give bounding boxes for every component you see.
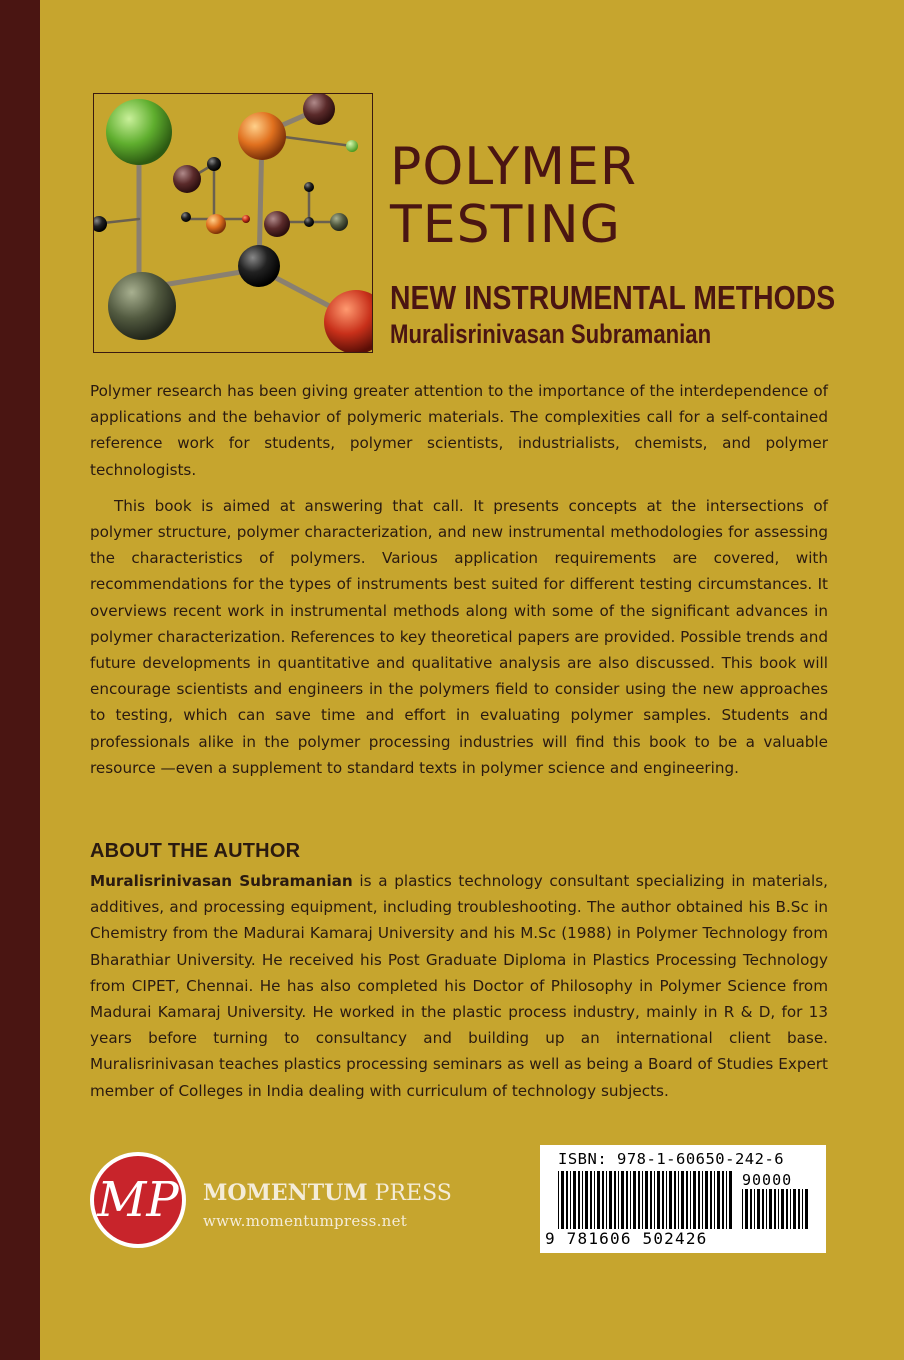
- barcode-bar: [662, 1171, 664, 1229]
- price-code: 90000: [742, 1171, 793, 1189]
- barcode-bar: [805, 1189, 808, 1229]
- barcode-bar: [573, 1171, 576, 1229]
- about-author-heading: ABOUT THE AUTHOR: [90, 840, 301, 862]
- molecule-illustration: [93, 93, 373, 353]
- barcode-bar: [722, 1171, 724, 1229]
- barcode-bar: [614, 1171, 616, 1229]
- barcode-bar: [686, 1171, 688, 1229]
- barcode-bar: [693, 1171, 696, 1229]
- barcode-bar: [666, 1171, 667, 1229]
- barcode-bar: [558, 1171, 559, 1229]
- addon-barcode-bars: [742, 1189, 812, 1229]
- barcode-bar: [714, 1171, 715, 1229]
- barcode-bar: [638, 1171, 640, 1229]
- barcode-bar: [657, 1171, 660, 1229]
- barcode-bar: [626, 1171, 628, 1229]
- barcode-bar: [618, 1171, 619, 1229]
- barcode-bar: [742, 1189, 743, 1229]
- publisher-url: www.momentumpress.net: [203, 1212, 408, 1230]
- barcode-bar: [717, 1171, 720, 1229]
- logo-letters: MP: [97, 1172, 179, 1228]
- barcode-bar: [597, 1171, 600, 1229]
- book-subtitle: NEW INSTRUMENTAL METHODS: [390, 279, 836, 316]
- publisher-name: MOMENTUM PRESS: [203, 1180, 452, 1206]
- barcode-bar: [698, 1171, 700, 1229]
- book-author: Muralisrinivasan Subramanian: [390, 319, 712, 349]
- barcode-bar: [798, 1189, 800, 1229]
- isbn-barcode: [540, 1145, 826, 1253]
- barcode-bar: [793, 1189, 796, 1229]
- barcode-bar: [561, 1171, 564, 1229]
- barcode-bar: [645, 1171, 648, 1229]
- momentum-press-logo-icon: [88, 1150, 188, 1250]
- barcode-bar: [745, 1189, 748, 1229]
- barcode-bar: [606, 1171, 607, 1229]
- description-paragraph-2: This book is aimed at answering that call. It presents concepts at the intersections of polymer structure, polymer characterization, and new instrumental methodologies for assessing the characteristics of polymers. Various application requirements are covered, with recommendations for the types of instruments best suited for different testing circumstances. It overviews recent work in instrumental methods along with some of the significant advances in polymer characterization. References to key theoretical papers are provided. Possible trends and future developments in quantitative and qualitative analysis are also discussed. This book will encourage scientists and engineers in the polymers field to consider using the new approaches to testing, which can save time and effort in evaluating polymer samples. Students and professionals alike in the polymer processing industries will find this book to be a valuable resource —even a supplement to standard texts in polymer science and engineering.: [90, 496, 828, 777]
- molecule-model-icon: [94, 94, 373, 353]
- barcode-bar: [702, 1171, 703, 1229]
- book-title-line1: POLYMER: [390, 137, 637, 197]
- barcode-bar: [774, 1189, 776, 1229]
- book-description: [90, 378, 828, 791]
- barcode-bar: [609, 1171, 612, 1229]
- about-author-name: Muralisrinivasan Subramanian: [90, 872, 353, 890]
- book-spine: [0, 0, 40, 1360]
- barcode-bar: [582, 1171, 583, 1229]
- barcode-bar: [786, 1189, 788, 1229]
- barcode-bar: [705, 1171, 708, 1229]
- about-author-text: [90, 868, 828, 1104]
- about-author-bio: is a plastics technology consultant specializing in materials, additives, and processing equipment, including troubleshooting. The author obtained his B.Sc in Chemistry from the Madurai Kamaraj University and his M.Sc (1988) in Polymer Technology from Bharathiar University. He received his Post Graduate Diploma in Plastics Processing Technology from CIPET, Chennai. He has also completed his Doctor of Philosophy in Polymer Science from Madurai Kamaraj University. He worked in the plastic process industry, mainly in R & D, for 13 years before turning to consultancy and building up an international client base. Muralisrinivasan teaches plastics processing seminars as well as being a Board of Studies Expert member of Colleges in India dealing with curriculum of technology subjects.: [90, 872, 828, 1100]
- publisher-block: [88, 1150, 508, 1250]
- barcode-bar: [750, 1189, 752, 1229]
- barcode-bar: [766, 1189, 767, 1229]
- barcode-bar: [681, 1171, 684, 1229]
- barcode-bar: [654, 1171, 655, 1229]
- barcode-bar: [642, 1171, 643, 1229]
- barcode-bar: [726, 1171, 727, 1229]
- barcode-bar: [754, 1189, 755, 1229]
- title-block: [390, 138, 870, 350]
- barcode-bar: [674, 1171, 676, 1229]
- barcode-bar: [594, 1171, 595, 1229]
- barcode-bar: [578, 1171, 580, 1229]
- barcode-bar: [566, 1171, 568, 1229]
- barcode-bar: [762, 1189, 764, 1229]
- barcode-bar: [669, 1171, 672, 1229]
- barcode-bar: [621, 1171, 624, 1229]
- ean-barcode-bars: [558, 1171, 738, 1229]
- ean-digits: 9 781606 502426: [545, 1229, 708, 1248]
- barcode-bar: [630, 1171, 631, 1229]
- barcode-bar: [590, 1171, 592, 1229]
- book-title-line2: TESTING: [390, 195, 621, 255]
- barcode-bar: [778, 1189, 779, 1229]
- barcode-bar: [690, 1171, 691, 1229]
- barcode-bar: [570, 1171, 571, 1229]
- barcode-bar: [757, 1189, 760, 1229]
- isbn-number: ISBN: 978-1-60650-242-6: [558, 1150, 785, 1168]
- barcode-bar: [729, 1171, 732, 1229]
- barcode-bar: [602, 1171, 604, 1229]
- barcode-bar: [585, 1171, 588, 1229]
- barcode-bar: [710, 1171, 712, 1229]
- barcode-bar: [633, 1171, 636, 1229]
- barcode-bar: [790, 1189, 791, 1229]
- barcode-bar: [802, 1189, 803, 1229]
- description-paragraph-1: Polymer research has been giving greater attention to the importance of the interdependence of applications and the behavior of polymeric materials. The complexities call for a self-contained reference work for students, polymer scientists, industrialists, chemists, and polymer technologists.: [90, 382, 828, 479]
- barcode-bar: [769, 1189, 772, 1229]
- barcode-bar: [781, 1189, 784, 1229]
- barcode-bar: [678, 1171, 679, 1229]
- barcode-bar: [650, 1171, 652, 1229]
